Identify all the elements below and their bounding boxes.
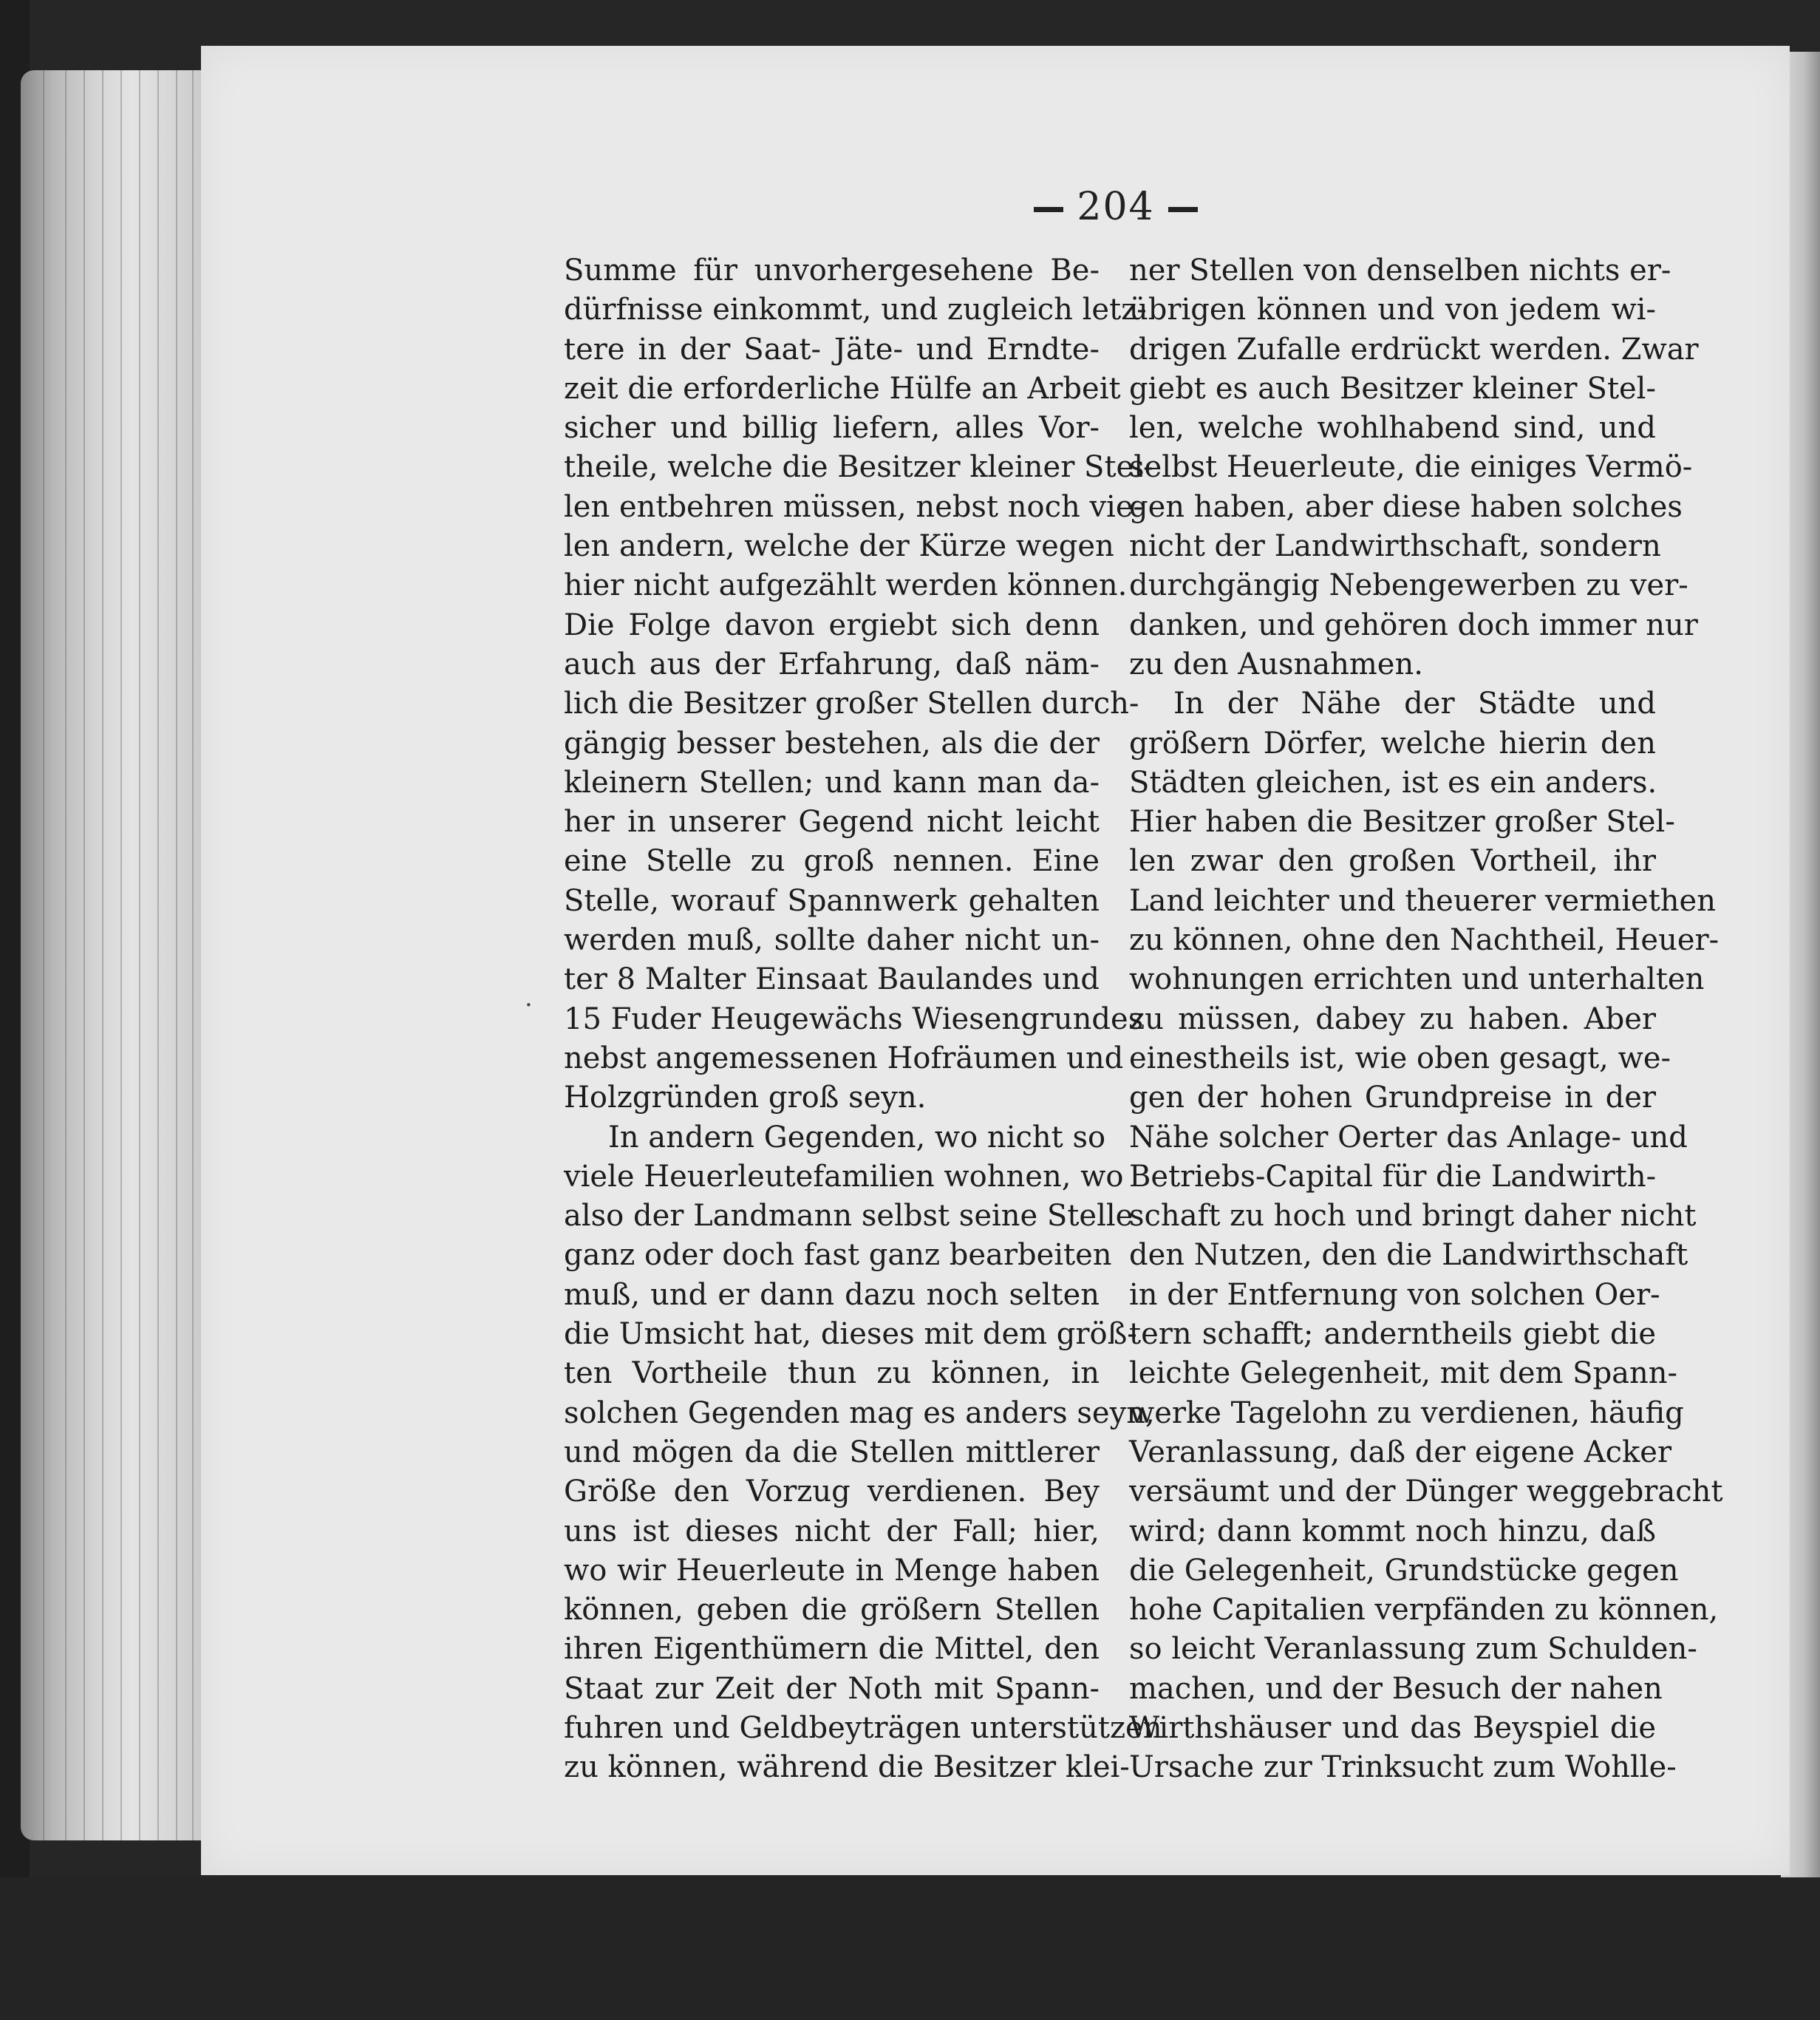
text-line: können, geben die größern Stellen xyxy=(564,1593,1100,1628)
page-number: 204 xyxy=(1077,185,1155,229)
page-header xyxy=(1005,185,1227,229)
text-line: len, welche wohlhabend sind, und xyxy=(1129,411,1656,446)
text-line: schaft zu hoch und bringt daher nicht xyxy=(1129,1199,1697,1234)
text-line: len zwar den großen Vortheil, ihr xyxy=(1129,844,1656,879)
text-line: In der Nähe der Städte und xyxy=(1173,687,1656,721)
text-line: ihren Eigenthümern die Mittel, den xyxy=(564,1632,1100,1667)
text-line: dürfnisse einkommt, und zugleich letz- xyxy=(564,293,1147,327)
text-line: In andern Gegenden, wo nicht so xyxy=(608,1120,1106,1154)
text-line: selbst Heuerleute, die einiges Vermö- xyxy=(1129,450,1693,485)
text-line: theile, welche die Besitzer kleiner Stel- xyxy=(564,450,1153,485)
text-line: uns ist dieses nicht der Fall; hier, xyxy=(564,1514,1100,1548)
text-line: hohe Capitalien verpfänden zu können, xyxy=(1129,1593,1719,1628)
text-line: eine Stelle zu groß nennen. Eine xyxy=(564,844,1100,879)
text-line: tere in der Saat- Jäte- und Erndte- xyxy=(564,332,1100,367)
text-line: zu den Ausnahmen. xyxy=(1129,647,1423,681)
text-line: sicher und billig liefern, alles Vor- xyxy=(564,411,1100,446)
text-line: Wirthshäuser und das Beyspiel die xyxy=(1129,1710,1656,1745)
text-line: viele Heuerleutefamilien wohnen, wo xyxy=(564,1159,1124,1194)
text-line: hier nicht aufgezählt werden können. xyxy=(564,568,1128,603)
text-line: einestheils ist, wie oben gesagt, we- xyxy=(1129,1041,1671,1075)
page-edge-stack xyxy=(21,70,205,1840)
text-line: zeit die erforderliche Hülfe an Arbeit xyxy=(564,371,1121,406)
text-line: fuhren und Geldbeyträgen unterstützen xyxy=(564,1710,1162,1745)
header-dash-right xyxy=(1168,207,1198,212)
text-line: machen, und der Besuch der nahen xyxy=(1129,1671,1663,1706)
text-line: Städten gleichen, ist es ein anders. xyxy=(1129,765,1657,800)
text-line: also der Landmann selbst seine Stelle xyxy=(564,1199,1134,1234)
text-line: solchen Gegenden mag es anders seyn, xyxy=(564,1395,1155,1430)
text-line: gängig besser bestehen, als die der xyxy=(564,726,1100,761)
text-line: auch aus der Erfahrung, daß näm- xyxy=(564,647,1100,681)
text-line: len entbehren müssen, nebst noch vie- xyxy=(564,489,1144,524)
text-line: ten Vortheile thun zu können, in xyxy=(564,1356,1100,1391)
text-line: Ursache zur Trinksucht zum Wohlle- xyxy=(1129,1750,1677,1785)
text-line: giebt es auch Besitzer kleiner Stel- xyxy=(1129,371,1656,406)
text-line: die Umsicht hat, dieses mit dem größ- xyxy=(564,1317,1137,1352)
text-line: gen der hohen Grundpreise in der xyxy=(1129,1081,1656,1115)
text-line: muß, und er dann dazu noch selten xyxy=(564,1277,1100,1312)
text-line: len andern, welche der Kürze wegen xyxy=(564,529,1114,564)
text-line: wird; dann kommt noch hinzu, daß xyxy=(1129,1514,1656,1548)
text-line: die Gelegenheit, Grundstücke gegen xyxy=(1129,1553,1679,1588)
text-line: ter 8 Malter Einsaat Baulandes und xyxy=(564,962,1100,997)
text-line: gen haben, aber diese haben solches xyxy=(1129,489,1683,524)
text-line: so leicht Veranlassung zum Schulden- xyxy=(1129,1632,1697,1667)
text-line: ner Stellen von denselben nichts er- xyxy=(1129,254,1671,288)
text-line: Veranlassung, daß der eigene Acker xyxy=(1129,1435,1672,1469)
text-line: her in unserer Gegend nicht leicht xyxy=(564,805,1100,840)
text-line: und mögen da die Stellen mittlerer xyxy=(564,1435,1100,1469)
text-line: durchgängig Nebengewerben zu ver- xyxy=(1129,568,1688,603)
text-line: zu können, ohne den Nachtheil, Heuer- xyxy=(1129,923,1720,958)
margin-mark: · xyxy=(525,990,533,1020)
text-line: kleinern Stellen; und kann man da- xyxy=(564,765,1100,800)
text-line: Nähe solcher Oerter das Anlage- und xyxy=(1129,1120,1688,1154)
text-line: werke Tagelohn zu verdienen, häufig xyxy=(1129,1395,1684,1430)
text-line: nebst angemessenen Hofräumen und xyxy=(564,1041,1124,1075)
text-line: Summe für unvorhergesehene Be- xyxy=(564,254,1100,288)
text-line: Die Folge davon ergiebt sich denn xyxy=(564,608,1100,642)
text-line: lich die Besitzer großer Stellen durch- xyxy=(564,687,1139,721)
left-text-column xyxy=(564,251,1162,1788)
text-line: danken, und gehören doch immer nur xyxy=(1129,608,1698,642)
text-line: Staat zur Zeit der Noth mit Spann- xyxy=(564,1671,1100,1706)
text-line: nicht der Landwirthschaft, sondern xyxy=(1129,529,1661,564)
text-line: ganz oder doch fast ganz bearbeiten xyxy=(564,1238,1112,1273)
text-line: werden muß, sollte daher nicht un- xyxy=(564,923,1100,958)
text-line: versäumt und der Dünger weggebracht xyxy=(1129,1475,1723,1509)
scan-background xyxy=(0,1877,1820,2020)
text-line: Betriebs-Capital für die Landwirth- xyxy=(1129,1159,1657,1194)
header-dash-left xyxy=(1034,207,1063,212)
text-line: wo wir Heuerleute in Menge haben xyxy=(564,1553,1100,1588)
text-line: in der Entfernung von solchen Oer- xyxy=(1129,1277,1660,1312)
text-line: leichte Gelegenheit, mit dem Spann- xyxy=(1129,1356,1678,1391)
text-line: den Nutzen, den die Landwirthschaft xyxy=(1129,1238,1688,1273)
text-line: größern Dörfer, welche hierin den xyxy=(1129,726,1656,761)
text-line: zu können, während die Besitzer klei- xyxy=(564,1750,1130,1785)
text-line: Hier haben die Besitzer großer Stel- xyxy=(1129,805,1675,840)
text-line: Stelle, worauf Spannwerk gehalten xyxy=(564,883,1100,918)
text-line: zu müssen, dabey zu haben. Aber xyxy=(1129,1002,1656,1036)
right-text-column xyxy=(1129,251,1723,1788)
text-line: übrigen können und von jedem wi- xyxy=(1129,293,1656,327)
text-line: Holzgründen groß seyn. xyxy=(564,1081,927,1115)
text-line: Land leichter und theuerer vermiethen xyxy=(1129,883,1716,918)
text-line: wohnungen errichten und unterhalten xyxy=(1129,962,1705,997)
text-line: 15 Fuder Heugewächs Wiesengrundes xyxy=(564,1002,1144,1036)
text-line: Größe den Vorzug verdienen. Bey xyxy=(564,1475,1100,1509)
text-line: tern schafft; anderntheils giebt die xyxy=(1129,1317,1656,1352)
text-line: drigen Zufalle erdrückt werden. Zwar xyxy=(1129,332,1699,367)
